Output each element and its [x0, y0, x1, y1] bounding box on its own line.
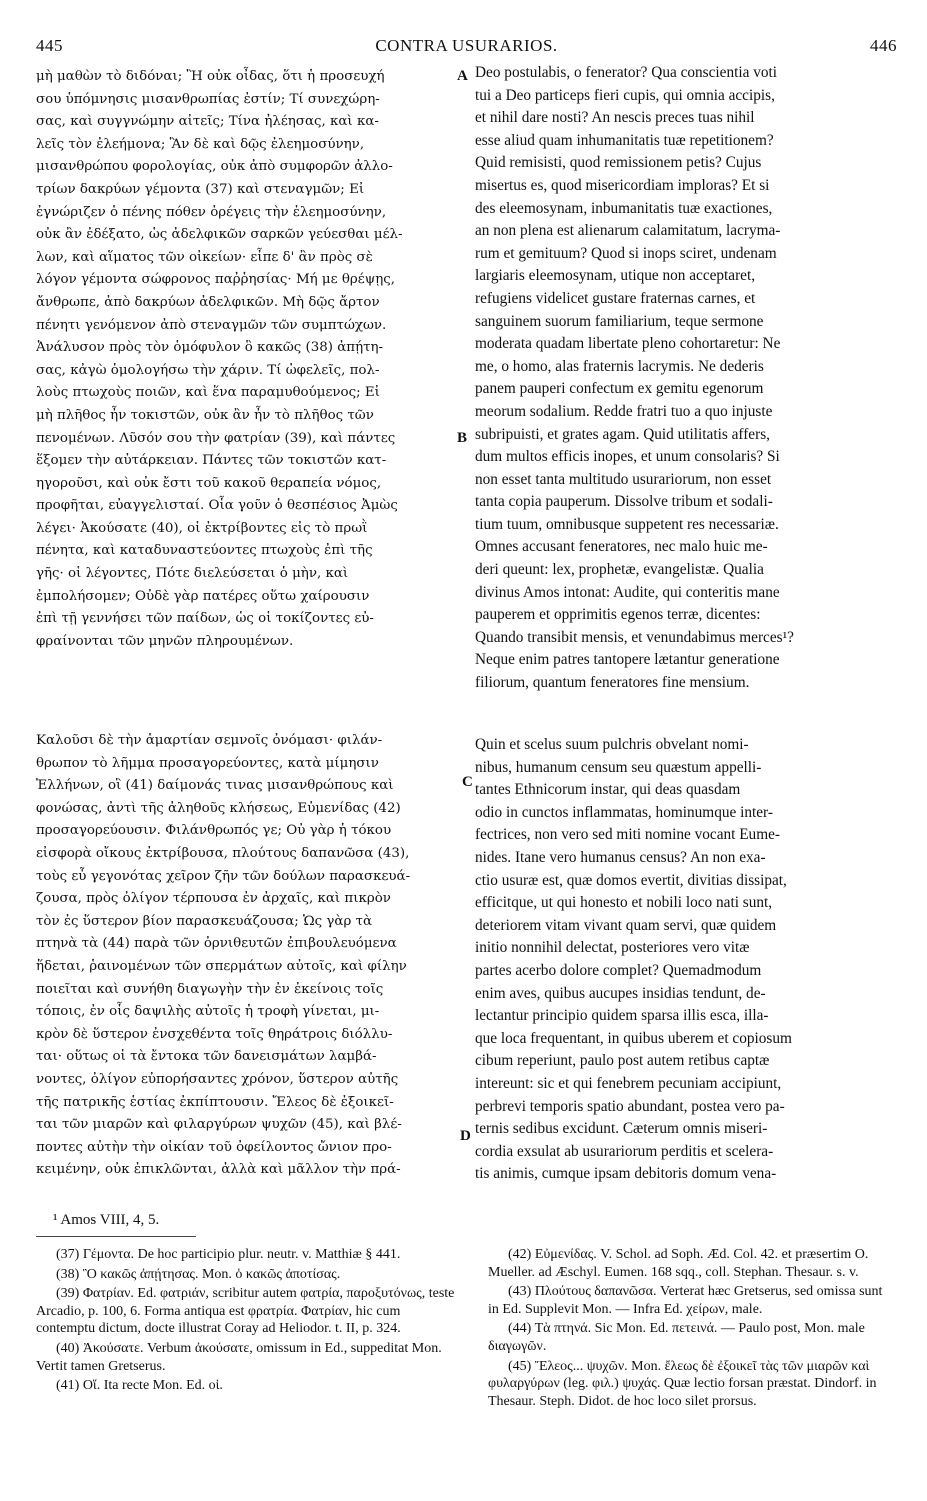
page-number-left: 445	[36, 36, 63, 55]
text-line: panem pauperi confectum ex gemitu egenorum	[475, 380, 764, 398]
text-line: Quando transibit mensis, et venundabimus merces¹?	[475, 628, 794, 646]
text-line: subripuisti, et grates agam. Quid utilitatis affers,	[475, 425, 770, 443]
running-header	[36, 36, 897, 60]
text-line: σας, κἀγὼ ὁμολογήσω τὴν χάριν. Τί ὠφελεῖς, πολ-	[36, 362, 380, 378]
text-line: οὐκ ἂν ἐδέξατο, ὡς ἀδελφικῶν σαρκῶν γεύεσθαι μέλ-	[36, 227, 403, 243]
text-line: tium tuum, omnibusque suppetent res necessariæ.	[475, 515, 779, 533]
text-line: que loca frequentant, in quibus uberem et copiosum	[475, 1029, 792, 1047]
text-line: pauperem et opprimitis egenos terræ, dicentes:	[475, 606, 761, 624]
text-line: ζουσα, πρὸς ὀλίγον τέρπουσα ἐν ἀρχαῖς, καὶ πικρὸν	[36, 891, 391, 907]
text-line: tui a Deo particeps fieri cupis, qui omnia accipis,	[475, 86, 775, 104]
critical-note: (44) Τὰ πτηνά. Sic Mon. Ed. πετεινά. — Paulo post, Mon. male διαγωγῶν.	[488, 1321, 865, 1354]
text-line: misertus es, quod misericordiam imploras? Et si	[475, 176, 770, 194]
text-line: intereunt: sic et qui fenebrem pecuniam accipiunt,	[475, 1074, 782, 1092]
critical-note: (41) Οἵ. Ita recte Mon. Ed. οἱ.	[56, 1378, 223, 1394]
text-line: μὴ μαθὼν τὸ διδόναι; Ἢ οὐκ οἶδας, ὅτι ἡ προσευχή	[36, 69, 385, 84]
text-line: ται· οὕτως οἱ τὰ ἔντοκα τῶν δανεισμάτων λαμβά-	[36, 1049, 377, 1065]
latin-text-column-lower	[475, 734, 893, 1186]
text-line: τοὺς εὖ γεγονότας χεῖρον ζῆν τῶν δούλων παρασκευά-	[36, 868, 411, 884]
text-line: tis animis, cumque ipsam debitoris domum vena-	[475, 1165, 777, 1183]
text-line: fectrices, non vero sed miti nomine vocant Eume-	[475, 826, 780, 844]
text-line: τόποις, ἐν οἷς δαψιλὴς αὐτοῖς ἡ τροφὴ γίνεται, μι-	[36, 1004, 380, 1020]
text-line: dum multos efficis inopes, et unum consolaris? Si	[475, 448, 780, 466]
text-line: filiorum, quantum feneratores fine mensium.	[475, 674, 750, 692]
latin-text-column-upper	[475, 62, 893, 695]
text-line: divinus Amos intonat: Audite, qui conteritis mane	[475, 583, 780, 601]
text-line: νοντες, ὀλίγον εὐπορήσαντες χρόνον, ὕστερον αὐτῆς	[36, 1071, 399, 1087]
greek-text-column-lower	[36, 730, 456, 1182]
text-line: φραίνονται τῶν μηνῶν πληρουμένων.	[36, 633, 294, 649]
text-line: ternis sedibus excidunt. Cæterum omnis miseri-	[475, 1120, 768, 1138]
text-line: des eleemosynam, inbumanitatis tuæ exactiones,	[475, 199, 773, 217]
page-number-right: 446	[870, 36, 897, 55]
section-marker-a: A	[457, 68, 468, 84]
text-line: ηγοροῦσι, καὶ οὐκ ἔστι τοῦ κακοῦ θεραπεία νόμος,	[36, 475, 382, 491]
text-line: Καλοῦσι δὲ τὴν ἁμαρτίαν σεμνοῖς ὀνόμασι· φιλάν-	[36, 733, 383, 748]
scripture-footnote: ¹ Amos VIII, 4, 5.	[53, 1212, 160, 1228]
text-line: λεῖς τὸν ἐλεήμονα; Ἂν δὲ καὶ δῷς ἐλεημοσύνην,	[36, 136, 365, 152]
section-marker-d: D	[460, 1128, 471, 1144]
text-line: odio in cunctos inflammatas, hominumque inter-	[475, 803, 773, 821]
text-line: τρίων δακρύων γέμοντα (37) καὶ στεναγμῶν; Εἰ	[36, 181, 365, 197]
running-title: CONTRA USURARIOS.	[375, 36, 558, 55]
text-line: et nihil dare nosti? An nescis preces tuas nihil	[475, 109, 755, 127]
section-marker-c: C	[462, 774, 473, 790]
text-line: ἄνθρωπε, ἀπὸ δακρύων ἀδελφικῶν. Μὴ δῷς ἄρτον	[36, 294, 380, 310]
text-line: tantes Ethnicorum instar, qui deas quasdam	[475, 781, 741, 799]
text-line: meorum sodalium. Redde fratri tuo a quo injuste	[475, 402, 773, 420]
text-line: πένητι γενόμενον ἀπὸ στεναγμῶν τῶν συμπτώχων.	[36, 317, 387, 333]
text-line: τὸν ἐς ὕστερον βίον παρασκευάζουσα; Ὡς γὰρ τὰ	[36, 913, 373, 929]
text-line: Omnes accusant feneratores, nec malo huic me-	[475, 538, 768, 556]
text-line: ἐπὶ τῇ γεννήσει τῶν παίδων, ὡς οἱ τοκίζοντες εὐ-	[36, 611, 374, 627]
critical-notes-right	[488, 1246, 893, 1412]
text-line: nides. Itane vero humanus census? An non exa-	[475, 848, 766, 866]
text-line: θρωπον τὸ λῆμμα προσαγορεύοντες, κατὰ μίμησιν	[36, 755, 379, 771]
text-line: λων, καὶ αἵματος τῶν οἰκείων· εἶπε δ' ἂν πρὸς σὲ	[36, 249, 373, 265]
text-line: πενομένων. Λῦσόν σου τὴν φατρίαν (39), καὶ πάντες	[36, 430, 396, 446]
text-line: ται τῶν μιαρῶν καὶ φιλαργύρων ψυχῶν (45), καὶ βλέ-	[36, 1117, 402, 1133]
text-line: largiaris eleemosynam, utique non acceptaret,	[475, 267, 756, 285]
text-line: nibus, humanum censum seu quæstum appelli-	[475, 758, 762, 776]
text-line: efficitque, ut qui honesto et nobili loco nati sunt,	[475, 894, 773, 912]
text-line: ποιεῖται καὶ συνήθη διαγωγὴν τὴν ἐν ἐκείνοις τοῖς	[36, 981, 384, 997]
text-line: προφῆται, εὐαγγελισταί. Οἷα γοῦν ὁ θεσπέσιος Ἀμὼς	[36, 498, 398, 514]
text-line: sanguinem suorum familiarium, teque sermone	[475, 312, 764, 330]
footnote-divider	[36, 1236, 196, 1237]
text-line: non esset tanta multitudo usurariorum, non esset	[475, 470, 772, 488]
text-line: ctio usuræ est, quæ domos evertit, divitias dissipat,	[475, 871, 787, 889]
text-line: λοὺς πτωχοὺς ποιῶν, καὶ ἕνα παραμυθούμενος; Εἰ	[36, 385, 380, 401]
text-line: ἕξομεν τὴν αὐτάρκειαν. Πάντες τῶν τοκιστῶν κατ-	[36, 453, 387, 469]
critical-note: (45) Ἔλεος... ψυχῶν. Mon. ἔλεως δὲ ἐξοικεῖ τὰς τῶν μιαρῶν καὶ φυλαργύρων (leg. φιλ.) ψυχάς. Quæ lectio forsan præstat. Dindorf. in Thesaur. Steph. Didot. de hoc loco silet prorsus.	[488, 1358, 877, 1409]
text-line: cibum reperiunt, paulo post autem retibus captæ	[475, 1052, 770, 1070]
text-line: κειμένην, οὐκ ἐπικλῶνται, ἀλλὰ καὶ μᾶλλον τὴν πρά-	[36, 1162, 401, 1178]
text-line: Deo postulabis, o fenerator? Qua conscientia voti	[475, 64, 778, 81]
critical-note: (43) Πλούτους δαπανῶσα. Verterat hæc Gretserus, sed omissa sunt in Ed. Supplevit Mon. — Infra Ed. χείρων, male.	[488, 1284, 883, 1317]
text-line: tanta copia pauperum. Dissolve tribum et sodali-	[475, 493, 773, 511]
critical-note: (38) Ὃ κακῶς ἀπῄτησας. Mon. ὁ κακῶς ἀποτίσας.	[56, 1266, 341, 1282]
critical-note: (42) Εὐμενίδας. V. Schol. ad Soph. Æd. Col. 42. et præsertim O. Mueller. ad Æschyl. Eumen. 168 sqq., coll. Stephan. Thesaur. s. v.	[488, 1247, 869, 1280]
critical-notes-left	[36, 1246, 460, 1397]
text-line: τῆς πατρικῆς ἑστίας ἐκπίπτουσιν. Ἔλεος δὲ ἐξοικεῖ-	[36, 1094, 394, 1110]
text-line: μὴ πλῆθος ἦν τοκιστῶν, οὐκ ἂν ἦν τὸ πλῆθος τῶν	[36, 407, 374, 423]
text-line: Ἀνάλυσον πρὸς τὸν ὁμόφυλον ὃ κακῶς (38) ἀπῄτη-	[36, 340, 384, 356]
text-line: ἐμπολήσομεν; Οὐδὲ γὰρ πατέρες οὕτω χαίρουσιν	[36, 588, 370, 604]
text-line: cordia exsulat ab usurariorum perditis et scelera-	[475, 1142, 774, 1160]
critical-note: (40) Ἀκούσατε. Verbum ἀκούσατε, omissum in Ed., suppeditat Mon. Vertit tamen Gretserus.	[36, 1340, 442, 1374]
text-line: partes acerbo dolore complet? Quemadmodum	[475, 961, 762, 979]
critical-note: (39) Φατρίαν. Ed. φατριάν, scribitur autem φατρία, παροξυτόνως, teste Arcadio, p. 100, 6. Forma antiqua est φρατρία. Φατρίαν, hic cum contemptu dictum, docte illustrat Coray ad Heliodor. t. II, p. 324.	[36, 1286, 455, 1337]
text-line: Neque enim patres tantopere lætantur generatione	[475, 651, 780, 669]
text-line: moderata quadam libertate pleno cohortaretur: Ne	[475, 335, 781, 353]
text-line: me, o homo, alas fraternis lacrymis. Ne dederis	[475, 357, 764, 375]
text-line: ἥδεται, ῥαινομένων τῶν σπερμάτων αὐτοῖς, καὶ φίλην	[36, 958, 407, 974]
greek-text-column-upper	[36, 66, 456, 653]
text-line: φονώσας, ἀντὶ τῆς ἀληθοῦς κλήσεως, Εὐμενίδας (42)	[36, 800, 401, 816]
text-line: an non plena est alienarum calamitatum, lacryma-	[475, 222, 781, 240]
text-line: refugiens videlicet gustare fraternas carnes, et	[475, 289, 756, 307]
text-line: προσαγορεύουσιν. Φιλάνθρωπός γε; Οὐ γὰρ ἡ τόκου	[36, 823, 392, 839]
text-line: ποντες αὐτὴν τὴν οἰκίαν τοῦ ὀφείλοντος ὤνιον προ-	[36, 1139, 392, 1155]
text-line: initio nonnihil delectat, posteriores vero vitæ	[475, 939, 750, 957]
text-line: enim aves, quibus aucupes insidias tendunt, de-	[475, 984, 766, 1002]
critical-note: (37) Γέμοντα. De hoc participio plur. neutr. v. Matthiæ § 441.	[56, 1247, 401, 1262]
text-line: esse aliud quam inhumanitatis tuæ repetitionem?	[475, 131, 774, 149]
text-line: Quid remisisti, quod remissionem petis? Cujus	[475, 154, 762, 172]
text-line: Quin et scelus suum pulchris obvelant nomi-	[475, 736, 749, 753]
text-line: κρὸν δὲ ὕστερον ἐνσχεθέντα τοῖς θηράτροις διόλλυ-	[36, 1026, 393, 1042]
text-line: μισανθρώπου φορολογίας, οὐκ ἀπὸ συμφορῶν ἀλλο-	[36, 159, 393, 175]
text-line: λέγει· Ἀκούσατε (40), οἱ ἐκτρίβοντες εἰς τὸ πρωῒ	[36, 520, 368, 536]
text-line: deri queunt: lex, prophetæ, evangelistæ. Qualia	[475, 561, 764, 579]
section-marker-b: B	[457, 430, 468, 446]
text-line: γῆς· οἱ λέγοντες, Πότε διελεύσεται ὁ μὴν, καὶ	[36, 566, 349, 582]
text-line: perbrevi temporis spatio abundant, postea vero pa-	[475, 1097, 785, 1115]
text-line: λόγον γέμοντα σώφρονος παῤῥησίας· Μή με θρέψῃς,	[36, 272, 395, 288]
text-line: lectantur principio quidem sparsa illis esca, illa-	[475, 1007, 769, 1025]
text-line: σας, καὶ συγγνώμην αἰτεῖς; Τίνα ἠλέησας, καὶ κα-	[36, 114, 379, 130]
text-line: πένητα, καὶ καταδυναστεύοντες πτωχοὺς ἐπὶ τῆς	[36, 543, 373, 559]
text-line: deteriorem vitam vivant quam servi, quæ quidem	[475, 916, 777, 934]
text-line: σου ὑπόμνησις μισανθρωπίας ἐστίν; Τί συνεχώρη-	[36, 91, 380, 107]
text-line: rum et gemituum? Quod si inops sciret, undenam	[475, 244, 777, 262]
text-line: Ἑλλήνων, οἳ (41) δαίμονάς τινας μισανθρώπους καὶ	[36, 778, 394, 794]
text-line: ἐγνώριζεν ὁ πένης πόθεν ὀρέγεις τὴν ἐλεημοσύνην,	[36, 204, 387, 220]
text-line: πτηνὰ τὰ (44) παρὰ τῶν ὀρνιθευτῶν ἐπιβουλευόμενα	[36, 936, 397, 952]
text-line: εἰσφορὰ οἴκους ἐκτρίβουσα, πλούτους δαπανῶσα (43),	[36, 845, 410, 861]
